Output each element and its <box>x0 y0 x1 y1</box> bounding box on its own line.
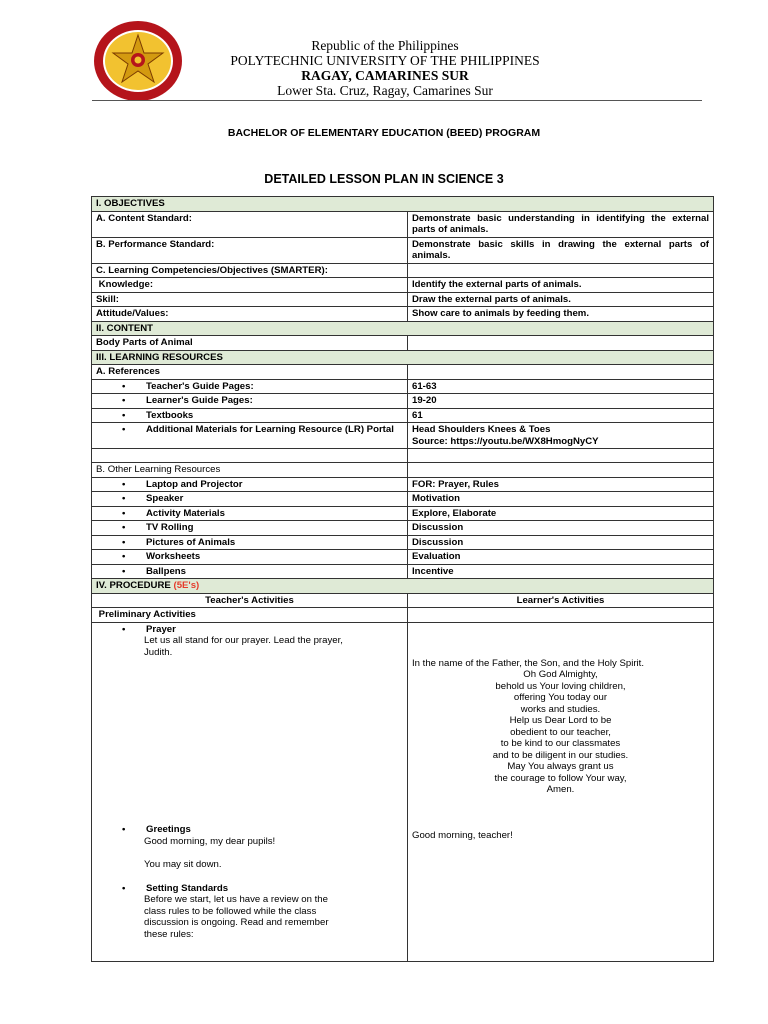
greetings-response: Good morning, teacher! <box>412 829 513 841</box>
section-heading <box>92 579 714 594</box>
greetings-text: Good morning, my dear pupils! <box>144 835 276 847</box>
bullet-icon: • <box>122 824 126 835</box>
section-heading: III. LEARNING RESOURCES <box>92 350 714 365</box>
row-label: B. Performance Standard: <box>92 237 408 263</box>
table-row <box>92 292 714 307</box>
prayer-text: Let us all stand for our prayer. Lead the prayer, Judith. <box>144 635 343 658</box>
procedure-heading: IV. PROCEDURE <box>96 580 171 591</box>
section-procedure-row <box>92 579 714 594</box>
table-row <box>92 408 714 423</box>
additional-material-title: Head Shoulders Knees & Toes <box>412 424 551 435</box>
bullet-icon: • <box>122 623 126 635</box>
table-row <box>92 535 714 550</box>
row-value: Draw the external parts of animals. <box>408 292 714 307</box>
teacher-column-header: Teacher's Activities <box>92 593 408 608</box>
bullet-icon: • <box>122 395 126 406</box>
row-label: Skill: <box>92 292 408 307</box>
table-row <box>92 608 714 623</box>
table-row <box>92 365 714 380</box>
letterhead <box>0 0 768 110</box>
procedure-heading-note: (5E's) <box>173 580 200 591</box>
bullet-icon: • <box>122 409 126 421</box>
bullet-icon: • <box>122 522 126 533</box>
row-value-empty <box>408 263 714 278</box>
prayer-response-line: and to be diligent in our studies. <box>492 749 629 761</box>
header-university: POLYTECHNIC UNIVERSITY OF THE PHILIPPINES <box>230 53 540 68</box>
header-address: Lower Sta. Cruz, Ragay, Camarines Sur <box>277 83 493 98</box>
table-row <box>92 564 714 579</box>
bullet-icon: • <box>122 551 126 562</box>
row-label: Learner's Guide Pages: <box>146 395 253 406</box>
row-label: C. Learning Competencies/Objectives (SMARTER): <box>92 263 408 278</box>
prayer-response-line: Amen. <box>546 784 575 795</box>
table-row <box>92 506 714 521</box>
row-value-empty <box>408 365 714 380</box>
section-resources-row <box>92 350 714 365</box>
table-row <box>92 379 714 394</box>
bullet-icon: • <box>122 507 126 519</box>
learner-column-header: Learner's Activities <box>408 593 714 608</box>
row-label: Ballpens <box>146 565 186 577</box>
section-content-row <box>92 321 714 336</box>
row-value: Demonstrate basic skills in drawing the external parts of animals. <box>408 237 714 263</box>
prayer-label: Prayer <box>146 623 176 635</box>
table-row <box>92 211 714 237</box>
activities-row <box>92 622 714 961</box>
preliminary-label <box>92 608 408 623</box>
row-label: Worksheets <box>146 551 201 562</box>
prayer-response-line: May You always grant us <box>507 761 614 772</box>
table-row <box>92 463 714 478</box>
row-label: A. References <box>92 365 408 380</box>
prayer-response-line: the courage to follow Your way, <box>494 772 627 784</box>
prayer-response-line: obedient to our teacher, <box>510 726 611 738</box>
row-value: Incentive <box>408 564 714 579</box>
row-value: FOR: Prayer, Rules <box>408 477 714 492</box>
prayer-response-line: Help us Dear Lord to be <box>509 715 612 726</box>
knowledge-label: Knowledge: <box>98 279 154 290</box>
row-label: Additional Materials for Learning Resource (LR) Portal <box>146 424 394 435</box>
bullet-icon: • <box>122 380 126 392</box>
prayer-response-line: works and studies. <box>520 703 601 715</box>
row-value: Demonstrate basic understanding in identifying the external parts of animals. <box>408 211 714 237</box>
table-row-spacer <box>92 449 714 463</box>
setting-standards-text: Before we start, let us have a review on the class rules to be followed while the class discussion is ongoing. Read and remember these rules: <box>144 894 329 940</box>
table-row <box>92 237 714 263</box>
row-label: Speaker <box>146 493 184 504</box>
setting-standards-label: Setting Standards <box>146 882 229 894</box>
row-value: 61-63 <box>408 379 714 394</box>
content-topic: Body Parts of Animal <box>92 336 408 351</box>
header-campus: RAGAY, CAMARINES SUR <box>301 68 469 83</box>
table-row <box>92 336 714 351</box>
bullet-icon: • <box>122 536 126 548</box>
row-label: Teacher's Guide Pages: <box>146 380 254 392</box>
table-row <box>92 307 714 322</box>
row-value: Motivation <box>408 492 714 507</box>
row-value: Discussion <box>408 535 714 550</box>
header-republic: Republic of the Philippines <box>311 38 459 53</box>
teacher-activities-cell <box>92 622 408 961</box>
prayer-response-line: Oh God Almighty, <box>523 669 598 680</box>
row-label: A. Content Standard: <box>92 211 408 237</box>
table-row <box>92 477 714 492</box>
greetings-label: Greetings <box>146 824 191 835</box>
row-label: B. Other Learning Resources <box>92 463 408 478</box>
row-label: Attitude/Values: <box>92 307 408 322</box>
bullet-icon: • <box>122 565 126 577</box>
row-label: Pictures of Animals <box>146 536 236 548</box>
row-value: Evaluation <box>408 550 714 565</box>
prayer-response-line: behold us Your loving children, <box>495 680 626 692</box>
bullet-icon: • <box>122 882 126 894</box>
university-seal-logo <box>92 19 184 103</box>
table-row <box>92 423 714 449</box>
bullet-icon: • <box>122 424 126 435</box>
prayer-response-line: to be kind to our classmates <box>500 738 621 749</box>
section-objectives-row <box>92 197 714 212</box>
row-value: Identify the external parts of animals. <box>408 278 714 293</box>
table-row <box>92 394 714 409</box>
row-value: Show care to animals by feeding them. <box>408 307 714 322</box>
lesson-plan-table <box>91 196 714 962</box>
row-value-empty <box>408 608 714 623</box>
table-row <box>92 521 714 536</box>
row-value: 19-20 <box>408 394 714 409</box>
section-heading: II. CONTENT <box>92 321 714 336</box>
row-label: Laptop and Projector <box>146 478 243 490</box>
table-row <box>92 492 714 507</box>
row-label: Activity Materials <box>146 507 225 519</box>
row-label: Textbooks <box>146 409 194 421</box>
table-row <box>92 278 714 293</box>
section-heading: I. OBJECTIVES <box>92 197 714 212</box>
row-value: 61 <box>408 408 714 423</box>
bullet-icon: • <box>122 493 126 504</box>
program-title: BACHELOR OF ELEMENTARY EDUCATION (BEED) PROGRAM <box>227 127 541 139</box>
row-label <box>92 278 408 293</box>
preliminary-text: Preliminary Activities <box>98 609 196 620</box>
document-title: DETAILED LESSON PLAN IN SCIENCE 3 <box>264 172 504 186</box>
table-row <box>92 263 714 278</box>
bullet-icon: • <box>122 478 126 490</box>
header-divider <box>92 100 702 101</box>
additional-material-source: Source: https://youtu.be/WX8HmogNyCY <box>412 435 599 447</box>
row-label: TV Rolling <box>146 522 194 533</box>
row-value: Discussion <box>408 521 714 536</box>
row-value-empty <box>408 336 714 351</box>
prayer-response-line: offering You today our <box>513 692 608 703</box>
greetings-sit-text: You may sit down. <box>144 859 222 870</box>
row-value-empty <box>408 463 714 478</box>
learner-activities-cell <box>408 622 714 961</box>
table-header-row <box>92 593 714 608</box>
table-row <box>92 550 714 565</box>
row-value: Explore, Elaborate <box>408 506 714 521</box>
prayer-response-line: In the name of the Father, the Son, and the Holy Spirit. <box>412 657 644 669</box>
